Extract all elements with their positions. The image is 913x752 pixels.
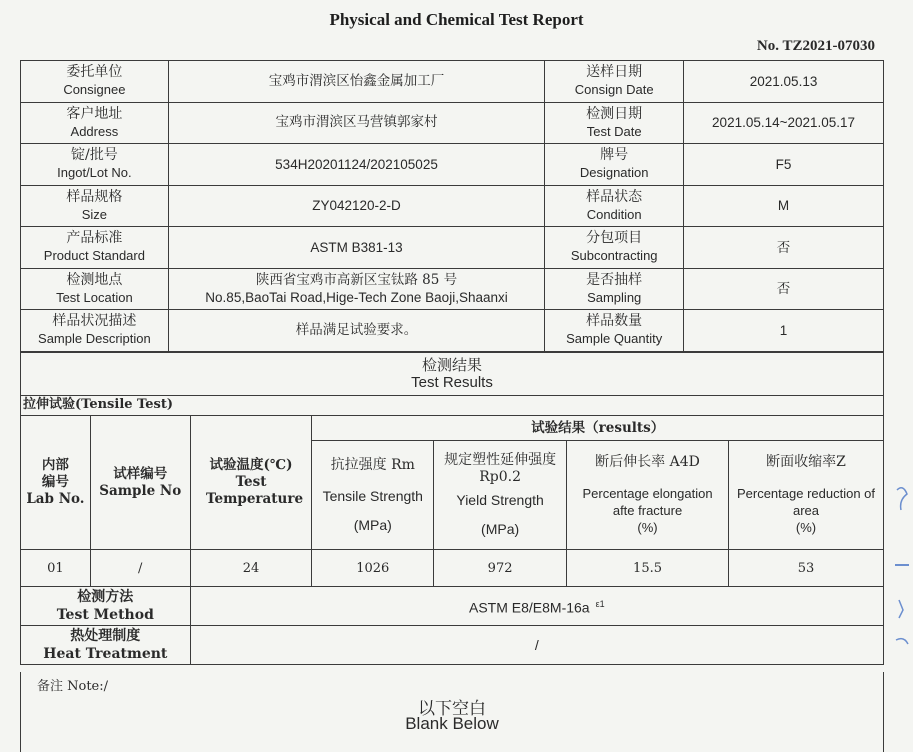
field-label — [545, 61, 684, 103]
field-label — [545, 268, 684, 310]
field-value-text: 534H20201124/202105025 — [275, 156, 438, 172]
field-value-text: 陕西省宝鸡市高新区宝钛路 85 号 — [255, 271, 458, 288]
field-value-text: 样品满足试验要求。 — [295, 321, 418, 338]
field-label-zh: 样品状况描述 — [52, 313, 137, 330]
cell-reduction-area: 53 — [729, 550, 884, 587]
field-label-en: Sample Quantity — [566, 331, 663, 347]
field-label-en: Consignee — [63, 82, 126, 98]
blank-below-en: Blank Below — [405, 714, 499, 733]
field-label — [21, 144, 169, 186]
field-label-en: Test Location — [56, 289, 133, 305]
col-elongation: 断后伸长率 A4D Percentage elongation afte fracture (%) — [567, 441, 729, 550]
col-tensile-strength: 抗拉强度 Rm Tensile Strength (MPa) — [312, 441, 434, 550]
field-value-text: 宝鸡市渭滨区怡鑫金属加工厂 — [268, 72, 445, 89]
heat-treatment-value: / — [190, 626, 883, 665]
field-value — [168, 144, 544, 186]
col-test-temperature: 试验温度(℃) Test Temperature — [190, 416, 312, 550]
cell-yield-strength: 972 — [434, 550, 567, 587]
info-table — [20, 60, 884, 352]
field-value-text: 否 — [776, 239, 791, 255]
field-value-text: 1 — [779, 322, 788, 338]
field-label — [21, 102, 169, 144]
test-method-value: ASTM E8/E8M-16a $^{\varepsilon 1}$ — [190, 587, 883, 626]
field-label-en: Sampling — [587, 289, 642, 305]
field-value — [684, 144, 884, 186]
table-row — [21, 185, 884, 227]
field-label-en: Ingot/Lot No. — [57, 165, 132, 181]
field-value-text: 2021.05.14~2021.05.17 — [712, 115, 856, 131]
margin-handwriting-marks — [893, 470, 913, 670]
field-label — [21, 61, 169, 103]
field-label-zh: 检测日期 — [586, 105, 643, 122]
col-lab-no: 内部编号 Lab No. — [21, 416, 91, 550]
field-label-zh: 分包项目 — [586, 230, 643, 247]
field-label-en: Condition — [586, 206, 642, 222]
col-yield-strength: 规定塑性延伸强度 Rp0.2 Yield Strength (MPa) — [434, 441, 567, 550]
table-row — [21, 144, 884, 186]
field-value — [684, 102, 884, 144]
field-label-zh: 样品数量 — [586, 313, 643, 330]
field-label — [545, 227, 684, 269]
field-value-text-en: No.85,BaoTai Road,Hige-Tech Zone Baoji,Shaanxi — [205, 289, 508, 305]
note-label: 备注 Note:/ — [37, 679, 109, 694]
col-sample-no: 试样编号 Sample No — [90, 416, 190, 550]
field-label-zh: 客户地址 — [66, 105, 123, 122]
field-value — [168, 310, 544, 352]
field-value — [684, 185, 884, 227]
field-label-zh: 委托单位 — [66, 64, 123, 81]
field-label — [545, 144, 684, 186]
test-results-en: Test Results — [411, 374, 493, 391]
field-label-en: Sample Description — [38, 331, 151, 347]
cell-tensile-strength: 1026 — [312, 550, 434, 587]
field-label-zh: 送样日期 — [586, 64, 643, 81]
field-label-en: Designation — [579, 165, 649, 181]
field-value — [168, 227, 544, 269]
tensile-table — [20, 415, 884, 665]
field-label — [545, 310, 684, 352]
field-label-zh: 是否抽样 — [586, 271, 643, 288]
field-value-text: 否 — [776, 281, 791, 297]
field-value — [684, 268, 884, 310]
field-value-text: M — [777, 198, 790, 214]
results-header: 试验结果（results） — [312, 416, 884, 441]
field-label-en: Consign Date — [574, 82, 654, 98]
field-value-text: 宝鸡市渭滨区马营镇郭家村 — [275, 114, 438, 131]
cell-lab-no: 01 — [21, 550, 91, 587]
note-section — [20, 672, 884, 752]
field-value — [684, 310, 884, 352]
field-value — [168, 268, 544, 310]
field-value — [168, 61, 544, 103]
cell-temperature: 24 — [190, 550, 312, 587]
field-value-text: F5 — [775, 156, 792, 172]
table-row — [21, 268, 884, 310]
field-label-en: Product Standard — [43, 248, 145, 264]
test-results-heading — [20, 352, 884, 396]
heat-treatment-label: 热处理制度 Heat Treatment — [21, 626, 191, 665]
field-label — [545, 102, 684, 144]
tensile-section-label: 拉伸试验(Tensile Test) — [20, 395, 884, 415]
field-label-en: Address — [70, 123, 119, 139]
table-row — [21, 310, 884, 352]
method-superscript: ε1 — [595, 598, 605, 609]
report-number: No. TZ2021-07030 — [756, 38, 875, 54]
field-label-en: Test Date — [586, 123, 642, 139]
field-label-en: Size — [81, 206, 108, 222]
field-value-text: ASTM B381-13 — [310, 239, 403, 255]
field-label — [21, 227, 169, 269]
field-value — [168, 185, 544, 227]
field-label — [21, 310, 169, 352]
report-title: Physical and Chemical Test Report — [329, 10, 584, 29]
field-label-zh: 检测地点 — [66, 271, 123, 288]
field-label-zh: 牌号 — [600, 147, 629, 164]
cell-sample-no: / — [90, 550, 190, 587]
field-label — [21, 185, 169, 227]
field-label-zh: 样品状态 — [586, 188, 643, 205]
field-label-zh: 样品规格 — [66, 188, 123, 205]
field-value — [684, 61, 884, 103]
field-label — [21, 268, 169, 310]
table-row — [21, 61, 884, 103]
blank-below-zh: 以下空白 — [418, 699, 486, 719]
table-row — [21, 102, 884, 144]
test-results-zh: 检测结果 — [421, 356, 482, 374]
field-value — [168, 102, 544, 144]
col-reduction-area: 断面收缩率Z Percentage reduction of area (%) — [729, 441, 884, 550]
field-value-text: ZY042120-2-D — [312, 198, 401, 214]
test-method-label: 检测方法 Test Method — [21, 587, 191, 626]
field-label-en: Subcontracting — [570, 248, 658, 264]
table-row — [21, 227, 884, 269]
cell-elongation: 15.5 — [567, 550, 729, 587]
field-value — [684, 227, 884, 269]
table-row — [21, 550, 884, 587]
field-label-zh: 锭/批号 — [71, 147, 118, 164]
field-value-text: 2021.05.13 — [749, 73, 818, 89]
field-label — [545, 185, 684, 227]
field-label-zh: 产品标准 — [66, 230, 123, 247]
